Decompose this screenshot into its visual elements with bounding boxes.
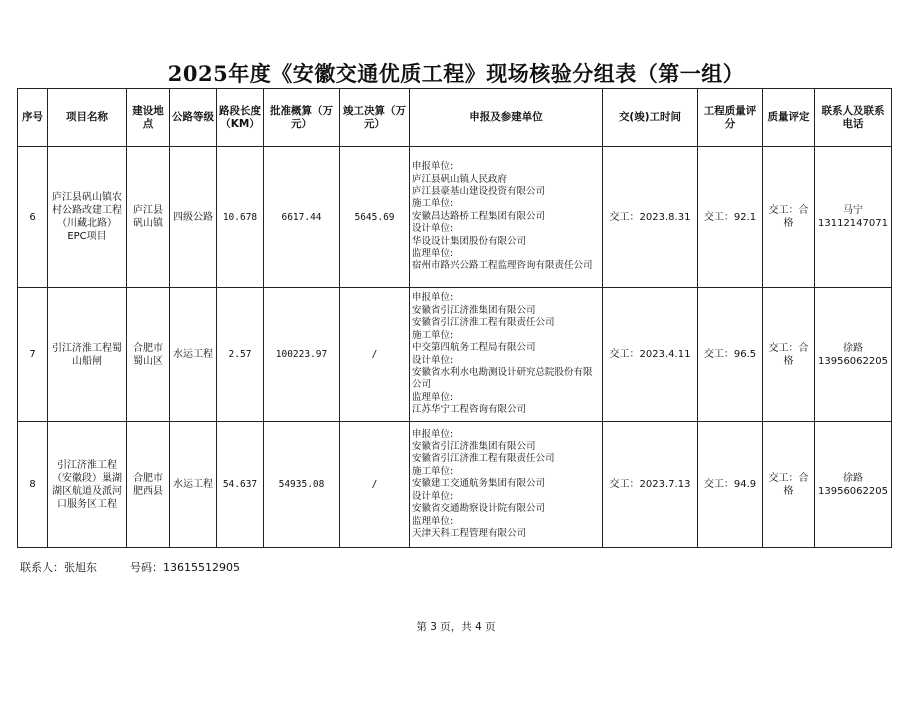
unit-line: 安徽省引江济淮集团有限公司 — [412, 441, 536, 453]
cell-location: 合肥市蜀山区 — [127, 288, 170, 422]
contact-phone: 13112147071 — [818, 218, 888, 229]
header-units: 申报及参建单位 — [410, 89, 603, 147]
unit-line: 宿州市路兴公路工程监理咨询有限责任公司 — [412, 260, 593, 272]
header-seq: 序号 — [18, 89, 48, 147]
cell-name: 庐江县矾山镇农村公路改建工程（川藏北路）EPC项目 — [48, 147, 127, 288]
cell-length: 10.678 — [217, 147, 264, 288]
unit-line: 安徽省交通勘察设计院有限公司 — [412, 503, 546, 515]
unit-line: 安徽省引江济淮工程有限责任公司 — [412, 453, 555, 465]
unit-line: 安徽省引江济淮集团有限公司 — [412, 304, 536, 316]
unit-line: 申报单位: — [412, 292, 454, 304]
contact-person: 联系人：张旭东 — [20, 561, 97, 574]
cell-score: 交工：94.9 — [698, 422, 763, 548]
unit-line: 监理单位: — [412, 391, 454, 403]
unit-line: 安徽建工交通航务集团有限公司 — [412, 478, 546, 490]
cell-budget: 6617.44 — [264, 147, 340, 288]
contact-phone: 13956062205 — [818, 355, 888, 367]
header-grade: 公路等级 — [170, 89, 217, 147]
cell-date: 交工：2023.7.13 — [603, 422, 698, 548]
cell-final: / — [340, 288, 410, 422]
unit-line: 设计单位: — [412, 490, 454, 502]
page-number: 第 3 页，共 4 页 — [416, 621, 496, 633]
cell-units — [410, 147, 603, 288]
unit-line: 施工单位: — [412, 329, 454, 341]
cell-final: 5645.69 — [340, 147, 410, 288]
cell-date: 交工：2023.8.31 — [603, 147, 698, 288]
cell-score: 交工：96.5 — [698, 288, 763, 422]
cell-grade: 水运工程 — [170, 288, 217, 422]
cell-length: 54.637 — [217, 422, 264, 548]
unit-line: 监理单位: — [412, 515, 454, 527]
header-budget: 批准概算（万元） — [264, 89, 340, 147]
header-name: 项目名称 — [48, 89, 127, 147]
unit-line: 申报单位: — [412, 428, 454, 440]
unit-line: 设计单位: — [412, 354, 454, 366]
page-title: 2025年度《安徽交通优质工程》现场核验分组表（第一组） — [167, 61, 745, 86]
cell-name: 引江济淮工程蜀山船闸 — [48, 288, 127, 422]
table-row — [18, 422, 892, 548]
contact-name: 徐路 — [843, 472, 863, 484]
cell-seq: 6 — [18, 147, 48, 288]
unit-line: 安徽省引江济淮工程有限责任公司 — [412, 317, 555, 329]
cell-contact — [815, 147, 892, 288]
cell-units — [410, 288, 603, 422]
header-location: 建设地点 — [127, 89, 170, 147]
contact-number: 号码：13615512905 — [130, 561, 240, 574]
contact-name: 马宁 — [843, 205, 863, 216]
unit-line: 安徽昌达路桥工程集团有限公司 — [412, 210, 546, 222]
unit-line: 庐江县豪基山建设投资有限公司 — [412, 185, 546, 197]
unit-line: 申报单位: — [412, 161, 454, 173]
cell-seq: 7 — [18, 288, 48, 422]
cell-final: / — [340, 422, 410, 548]
cell-grade: 四级公路 — [170, 147, 217, 288]
header-final: 竣工决算（万元） — [340, 89, 410, 147]
header-contact: 联系人及联系电话 — [815, 89, 892, 147]
unit-line: 安徽省水利水电勘测设计研究总院股份有限公司 — [412, 366, 593, 391]
cell-quality: 交工：合格 — [763, 147, 815, 288]
header-row — [18, 89, 892, 147]
contact-phone: 13956062205 — [818, 485, 888, 497]
cell-location: 庐江县矾山镇 — [127, 147, 170, 288]
header-length: 路段长度（KM） — [217, 89, 264, 147]
cell-date: 交工：2023.4.11 — [603, 288, 698, 422]
header-score: 工程质量评分 — [698, 89, 763, 147]
table-row — [18, 288, 892, 422]
contact-name: 徐路 — [843, 342, 863, 354]
table-row — [18, 147, 892, 288]
cell-seq: 8 — [18, 422, 48, 548]
header-quality: 质量评定 — [763, 89, 815, 147]
unit-line: 施工单位: — [412, 198, 454, 210]
contact-info — [20, 559, 240, 575]
cell-length: 2.57 — [217, 288, 264, 422]
cell-units — [410, 422, 603, 548]
unit-line: 江苏华宁工程咨询有限公司 — [412, 404, 527, 416]
unit-line: 施工单位: — [412, 465, 454, 477]
cell-grade: 水运工程 — [170, 422, 217, 548]
cell-quality: 交工：合格 — [763, 422, 815, 548]
unit-line: 庐江县矾山镇人民政府 — [412, 173, 508, 185]
unit-line: 设计单位: — [412, 223, 454, 235]
cell-location: 合肥市肥西县 — [127, 422, 170, 548]
cell-quality: 交工：合格 — [763, 288, 815, 422]
cell-budget: 54935.08 — [264, 422, 340, 548]
cell-score: 交工：92.1 — [698, 147, 763, 288]
unit-line: 华设设计集团股份有限公司 — [412, 235, 527, 247]
unit-line: 中交第四航务工程局有限公司 — [412, 342, 536, 354]
verification-table — [17, 88, 892, 548]
cell-name: 引江济淮工程（安徽段）巢湖湖区航道及派河口服务区工程 — [48, 422, 127, 548]
unit-line: 天津天科工程管理有限公司 — [412, 527, 527, 539]
cell-contact — [815, 422, 892, 548]
cell-budget: 100223.97 — [264, 288, 340, 422]
unit-line: 监理单位: — [412, 248, 454, 260]
header-date: 交(竣)工时间 — [603, 89, 698, 147]
cell-contact — [815, 288, 892, 422]
